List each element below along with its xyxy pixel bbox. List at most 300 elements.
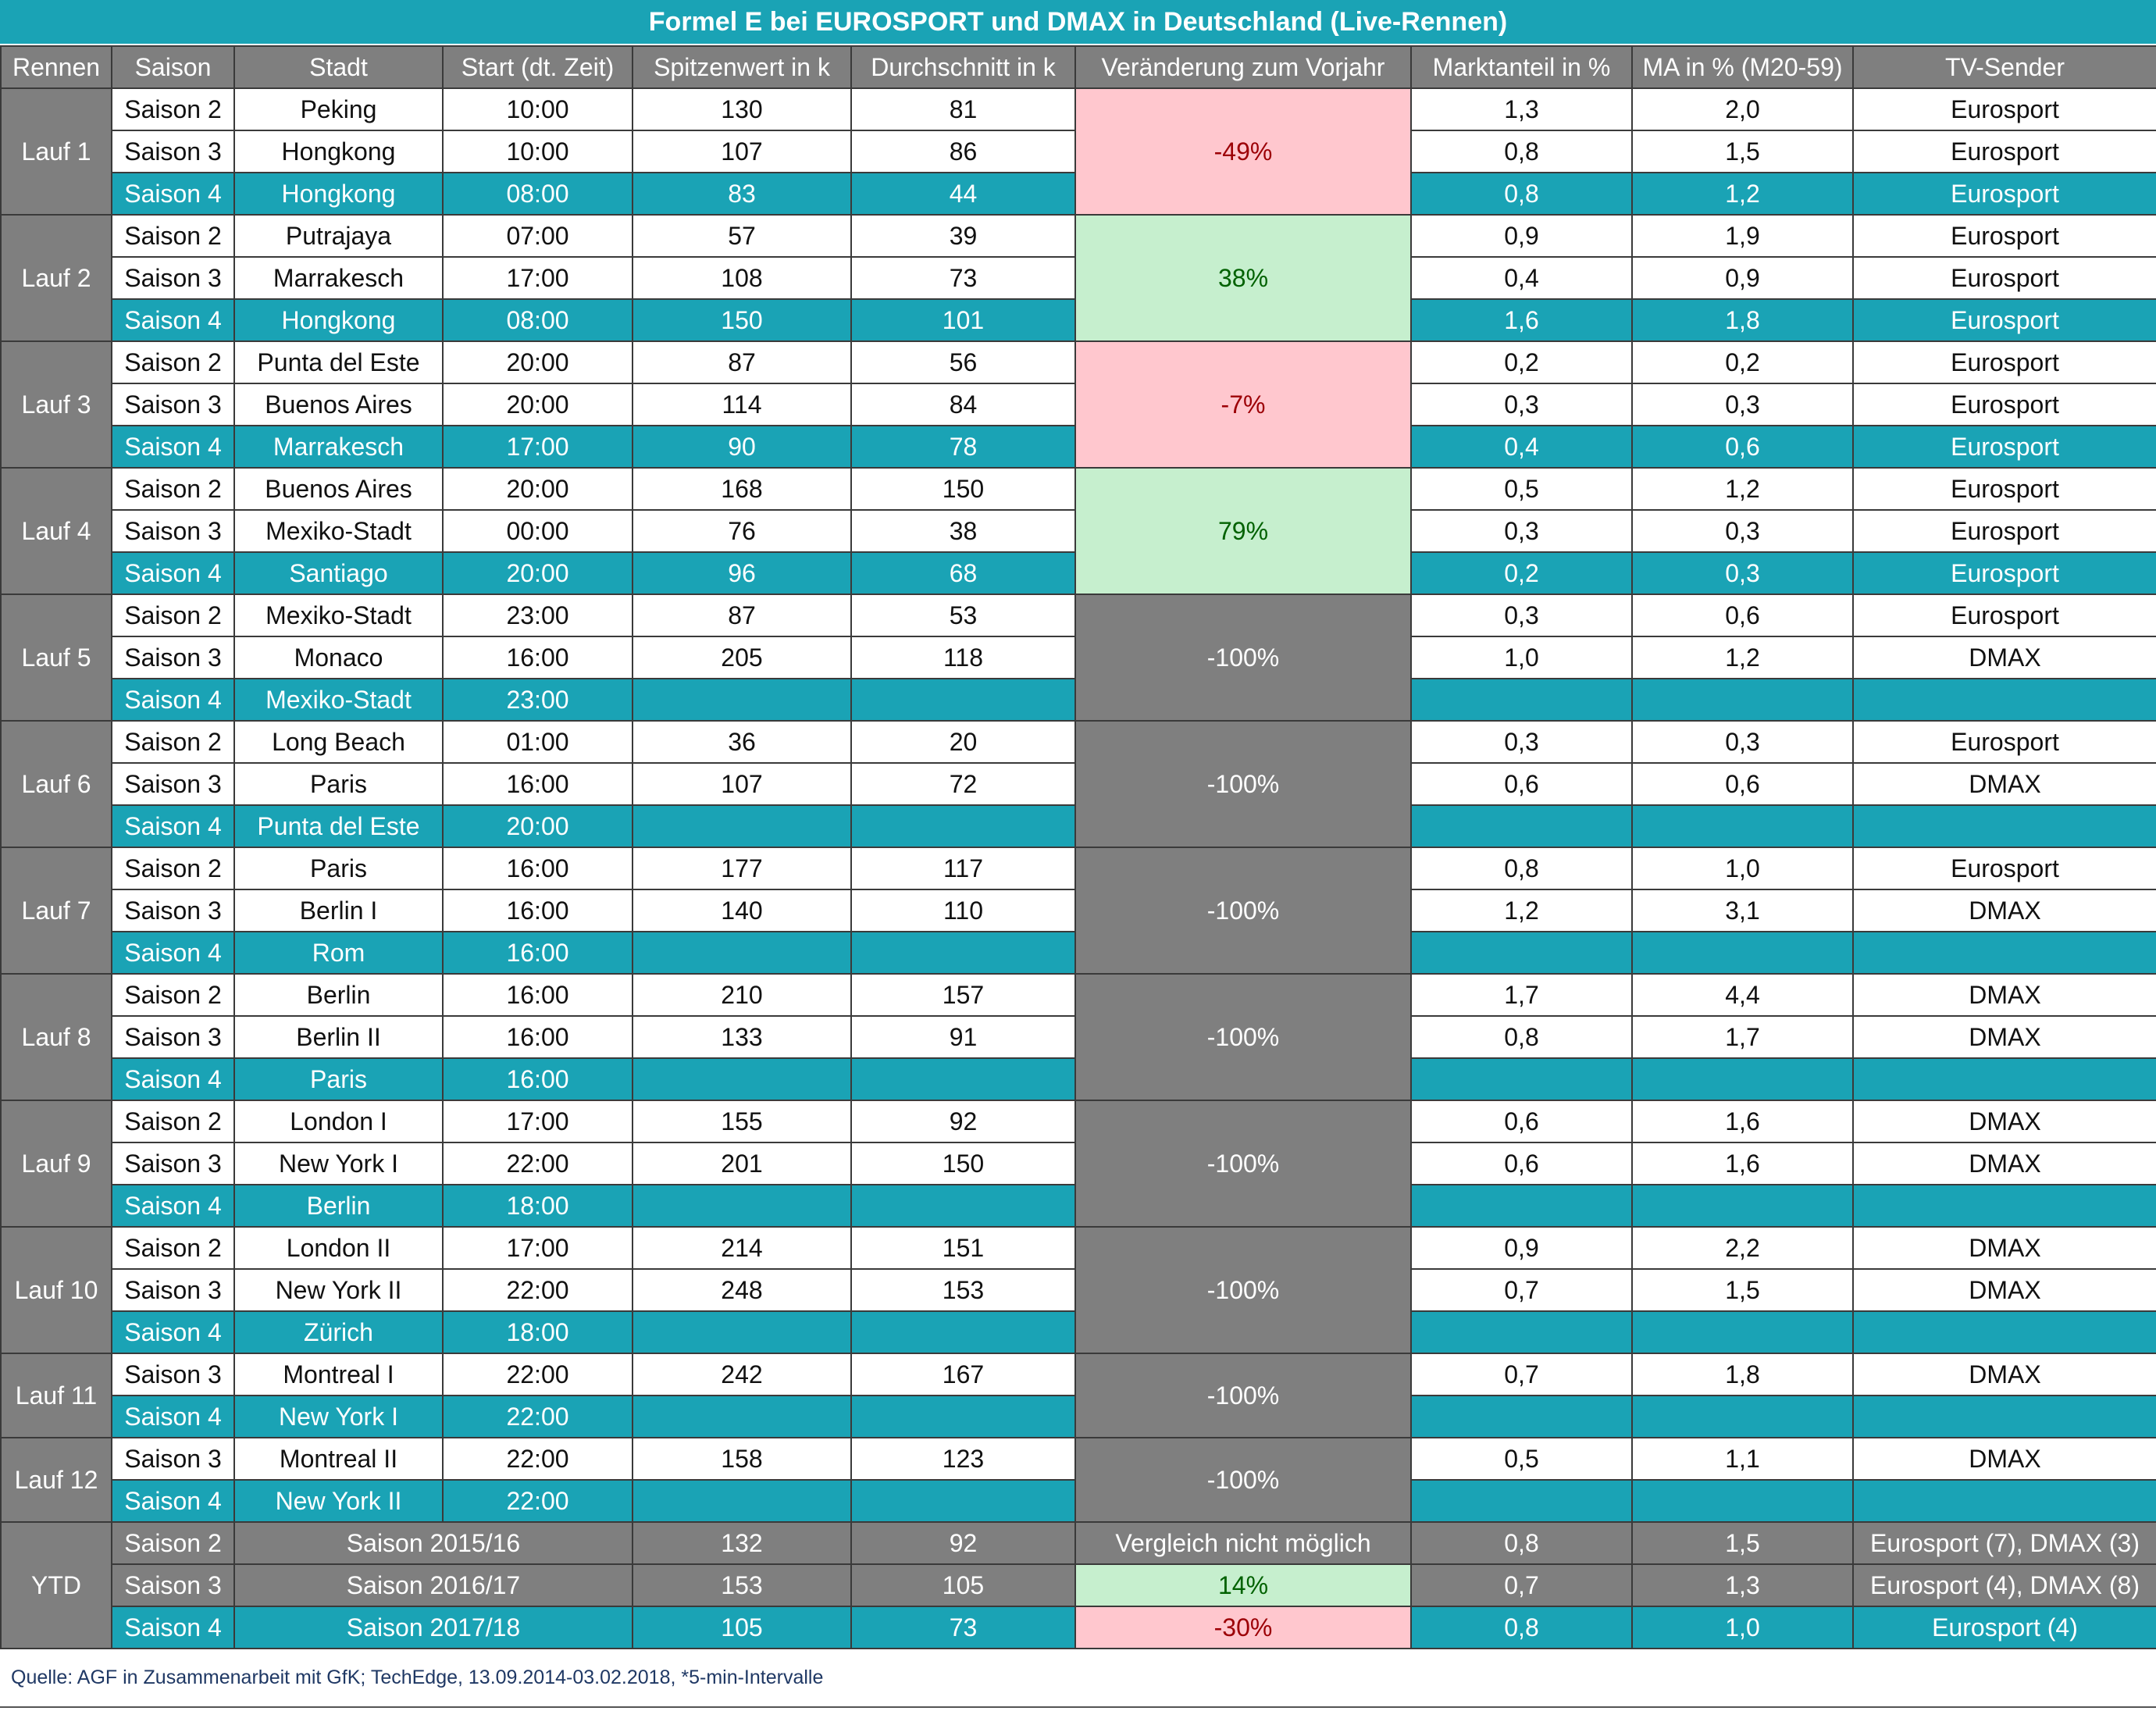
market-share-cell: 0,5	[1411, 468, 1632, 510]
average-cell: 157	[851, 974, 1075, 1016]
season-cell: Saison 4	[112, 173, 234, 215]
tv-channel-cell: DMAX	[1853, 636, 2156, 679]
season-cell: Saison 4	[112, 1480, 234, 1522]
tv-channel-cell: DMAX	[1853, 1353, 2156, 1396]
change-cell: -100%	[1075, 594, 1411, 721]
peak-cell: 57	[633, 215, 851, 257]
average-cell: 86	[851, 130, 1075, 173]
tv-channel-cell: Eurosport (4)	[1853, 1606, 2156, 1649]
market-share-cell: 0,7	[1411, 1269, 1632, 1311]
peak-cell	[633, 805, 851, 847]
tv-channel-cell: Eurosport	[1853, 721, 2156, 763]
market-share-m20-59-cell: 1,3	[1632, 1564, 1853, 1606]
season-cell: Saison 4	[112, 299, 234, 341]
market-share-cell: 0,3	[1411, 383, 1632, 426]
peak-cell	[633, 1058, 851, 1100]
column-header: Saison	[112, 46, 234, 88]
city-cell: Montreal I	[234, 1353, 443, 1396]
average-cell: 101	[851, 299, 1075, 341]
tv-channel-cell: Eurosport	[1853, 215, 2156, 257]
average-cell: 91	[851, 1016, 1075, 1058]
city-cell: London I	[234, 1100, 443, 1142]
average-cell	[851, 1480, 1075, 1522]
city-cell: New York II	[234, 1480, 443, 1522]
peak-cell: 130	[633, 88, 851, 130]
market-share-m20-59-cell: 1,7	[1632, 1016, 1853, 1058]
season-cell: Saison 4	[112, 1606, 234, 1649]
season-cell: Saison 3	[112, 1353, 234, 1396]
market-share-m20-59-cell: 1,5	[1632, 130, 1853, 173]
market-share-m20-59-cell: 1,8	[1632, 1353, 1853, 1396]
table-row	[1, 215, 2156, 257]
change-cell: -100%	[1075, 721, 1411, 847]
market-share-cell: 0,8	[1411, 1016, 1632, 1058]
market-share-m20-59-cell: 1,9	[1632, 215, 1853, 257]
table-row	[1, 594, 2156, 636]
market-share-m20-59-cell: 0,6	[1632, 594, 1853, 636]
column-header: TV-Sender	[1853, 46, 2156, 88]
season-cell: Saison 2	[112, 341, 234, 383]
peak-cell: 105	[633, 1606, 851, 1649]
city-cell: London II	[234, 1227, 443, 1269]
market-share-m20-59-cell	[1632, 1311, 1853, 1353]
season-cell: Saison 2	[112, 847, 234, 889]
peak-cell: 114	[633, 383, 851, 426]
table-row	[1, 1353, 2156, 1396]
average-cell: 68	[851, 552, 1075, 594]
peak-cell: 168	[633, 468, 851, 510]
market-share-m20-59-cell	[1632, 1396, 1853, 1438]
start-time-cell: 22:00	[443, 1142, 633, 1185]
city-cell: Berlin	[234, 1185, 443, 1227]
start-time-cell: 22:00	[443, 1438, 633, 1480]
tv-channel-cell: Eurosport (4), DMAX (8)	[1853, 1564, 2156, 1606]
tv-channel-cell: Eurosport	[1853, 468, 2156, 510]
market-share-cell	[1411, 932, 1632, 974]
market-share-cell: 1,3	[1411, 88, 1632, 130]
average-cell	[851, 1311, 1075, 1353]
market-share-cell	[1411, 679, 1632, 721]
season-cell: Saison 4	[112, 552, 234, 594]
season-cell: Saison 2	[112, 594, 234, 636]
market-share-cell: 1,7	[1411, 974, 1632, 1016]
season-cell: Saison 4	[112, 426, 234, 468]
season-cell: Saison 2	[112, 974, 234, 1016]
table-row	[1, 847, 2156, 889]
average-cell: 73	[851, 1606, 1075, 1649]
city-cell: Paris	[234, 847, 443, 889]
header-row	[1, 46, 2156, 88]
market-share-m20-59-cell: 1,8	[1632, 299, 1853, 341]
start-time-cell: 23:00	[443, 679, 633, 721]
city-cell: Long Beach	[234, 721, 443, 763]
race-label: Lauf 11	[1, 1353, 112, 1438]
market-share-cell	[1411, 1311, 1632, 1353]
ytd-row	[1, 1522, 2156, 1564]
change-cell: -7%	[1075, 341, 1411, 468]
column-header: Marktanteil in %	[1411, 46, 1632, 88]
market-share-cell: 0,4	[1411, 426, 1632, 468]
tv-channel-cell: DMAX	[1853, 974, 2156, 1016]
average-cell: 92	[851, 1100, 1075, 1142]
start-time-cell: 22:00	[443, 1396, 633, 1438]
market-share-cell: 0,8	[1411, 1606, 1632, 1649]
market-share-cell: 0,2	[1411, 552, 1632, 594]
season-cell: Saison 2	[112, 215, 234, 257]
city-cell: Paris	[234, 763, 443, 805]
tv-channel-cell: DMAX	[1853, 1269, 2156, 1311]
start-time-cell: 08:00	[443, 299, 633, 341]
start-time-cell: 16:00	[443, 889, 633, 932]
start-time-cell: 16:00	[443, 763, 633, 805]
average-cell: 110	[851, 889, 1075, 932]
market-share-m20-59-cell: 0,3	[1632, 383, 1853, 426]
city-cell: Marrakesch	[234, 426, 443, 468]
market-share-m20-59-cell: 1,2	[1632, 173, 1853, 215]
tv-channel-cell: Eurosport	[1853, 383, 2156, 426]
change-cell: -30%	[1075, 1606, 1411, 1649]
season-cell: Saison 4	[112, 679, 234, 721]
average-cell: 151	[851, 1227, 1075, 1269]
market-share-cell	[1411, 805, 1632, 847]
market-share-cell: 0,6	[1411, 1100, 1632, 1142]
average-cell	[851, 1185, 1075, 1227]
footer-divider	[0, 1706, 2156, 1708]
start-time-cell: 22:00	[443, 1353, 633, 1396]
peak-cell: 87	[633, 341, 851, 383]
start-time-cell: 08:00	[443, 173, 633, 215]
footer	[0, 1649, 2156, 1711]
average-cell: 153	[851, 1269, 1075, 1311]
market-share-cell: 0,6	[1411, 763, 1632, 805]
peak-cell: 36	[633, 721, 851, 763]
average-cell: 39	[851, 215, 1075, 257]
change-cell: -100%	[1075, 1438, 1411, 1522]
column-header: Durchschnitt in k	[851, 46, 1075, 88]
column-header: Spitzenwert in k	[633, 46, 851, 88]
market-share-m20-59-cell	[1632, 805, 1853, 847]
market-share-cell	[1411, 1058, 1632, 1100]
season-cell: Saison 3	[112, 130, 234, 173]
tv-channel-cell: Eurosport	[1853, 510, 2156, 552]
peak-cell: 248	[633, 1269, 851, 1311]
table-row	[1, 468, 2156, 510]
change-cell: -100%	[1075, 1353, 1411, 1438]
market-share-m20-59-cell: 1,5	[1632, 1269, 1853, 1311]
season-cell: Saison 3	[112, 889, 234, 932]
city-cell: New York II	[234, 1269, 443, 1311]
source-note: Quelle: AGF in Zusammenarbeit mit GfK; TechEdge, 13.09.2014-03.02.2018, *5-min-Intervalle	[11, 1666, 824, 1688]
average-cell: 167	[851, 1353, 1075, 1396]
season-cell: Saison 3	[112, 383, 234, 426]
city-cell: Paris	[234, 1058, 443, 1100]
table-row	[1, 721, 2156, 763]
city-cell: Berlin I	[234, 889, 443, 932]
start-time-cell: 16:00	[443, 932, 633, 974]
change-cell: -100%	[1075, 847, 1411, 974]
race-label: Lauf 2	[1, 215, 112, 341]
peak-cell	[633, 679, 851, 721]
start-time-cell: 16:00	[443, 1058, 633, 1100]
peak-cell: 132	[633, 1522, 851, 1564]
start-time-cell: 20:00	[443, 383, 633, 426]
tv-channel-cell	[1853, 932, 2156, 974]
race-label: Lauf 3	[1, 341, 112, 468]
season-cell: Saison 4	[112, 1185, 234, 1227]
average-cell: 20	[851, 721, 1075, 763]
city-cell: Rom	[234, 932, 443, 974]
peak-cell: 150	[633, 299, 851, 341]
season-cell: Saison 3	[112, 1269, 234, 1311]
ratings-table	[0, 45, 2156, 1649]
market-share-m20-59-cell: 0,3	[1632, 721, 1853, 763]
market-share-m20-59-cell: 2,2	[1632, 1227, 1853, 1269]
table-row	[1, 1438, 2156, 1480]
market-share-m20-59-cell: 1,5	[1632, 1522, 1853, 1564]
ytd-label: YTD	[1, 1522, 112, 1649]
average-cell	[851, 679, 1075, 721]
market-share-m20-59-cell	[1632, 1480, 1853, 1522]
season-cell: Saison 3	[112, 1016, 234, 1058]
table-row	[1, 974, 2156, 1016]
column-header: Rennen	[1, 46, 112, 88]
race-label: Lauf 8	[1, 974, 112, 1100]
ytd-row	[1, 1564, 2156, 1606]
market-share-m20-59-cell	[1632, 1058, 1853, 1100]
tv-channel-cell: Eurosport	[1853, 847, 2156, 889]
market-share-cell: 0,8	[1411, 847, 1632, 889]
city-cell: Punta del Este	[234, 805, 443, 847]
average-cell: 53	[851, 594, 1075, 636]
change-cell: -100%	[1075, 1100, 1411, 1227]
tv-channel-cell	[1853, 805, 2156, 847]
city-cell: New York I	[234, 1396, 443, 1438]
city-cell: Hongkong	[234, 130, 443, 173]
peak-cell: 90	[633, 426, 851, 468]
start-time-cell: 07:00	[443, 215, 633, 257]
table-row	[1, 1227, 2156, 1269]
start-time-cell: 17:00	[443, 1227, 633, 1269]
market-share-m20-59-cell: 0,9	[1632, 257, 1853, 299]
market-share-cell: 1,0	[1411, 636, 1632, 679]
tv-channel-cell: DMAX	[1853, 1227, 2156, 1269]
season-cell: Saison 3	[112, 1142, 234, 1185]
market-share-cell: 0,6	[1411, 1142, 1632, 1185]
race-label: Lauf 7	[1, 847, 112, 974]
city-cell: Zürich	[234, 1311, 443, 1353]
tv-channel-cell	[1853, 1058, 2156, 1100]
market-share-cell: 0,3	[1411, 510, 1632, 552]
average-cell	[851, 805, 1075, 847]
tv-channel-cell: DMAX	[1853, 1438, 2156, 1480]
change-cell: -100%	[1075, 1227, 1411, 1353]
market-share-m20-59-cell	[1632, 1185, 1853, 1227]
peak-cell	[633, 1480, 851, 1522]
market-share-m20-59-cell: 1,0	[1632, 847, 1853, 889]
average-cell: 105	[851, 1564, 1075, 1606]
city-cell: Hongkong	[234, 173, 443, 215]
tv-channel-cell: DMAX	[1853, 889, 2156, 932]
season-cell: Saison 2	[112, 468, 234, 510]
market-share-m20-59-cell: 0,3	[1632, 510, 1853, 552]
start-time-cell: 17:00	[443, 426, 633, 468]
market-share-cell: 0,8	[1411, 173, 1632, 215]
city-cell: Monaco	[234, 636, 443, 679]
season-cell: Saison 3	[112, 1438, 234, 1480]
tv-channel-cell: Eurosport	[1853, 130, 2156, 173]
tv-channel-cell	[1853, 1311, 2156, 1353]
market-share-cell	[1411, 1396, 1632, 1438]
start-time-cell: 16:00	[443, 1016, 633, 1058]
season-cell: Saison 2	[112, 1522, 234, 1564]
city-cell: Santiago	[234, 552, 443, 594]
start-time-cell: 20:00	[443, 552, 633, 594]
average-cell: 72	[851, 763, 1075, 805]
start-time-cell: 17:00	[443, 257, 633, 299]
race-label: Lauf 6	[1, 721, 112, 847]
market-share-m20-59-cell	[1632, 679, 1853, 721]
market-share-cell	[1411, 1480, 1632, 1522]
season-cell: Saison 3	[112, 257, 234, 299]
peak-cell	[633, 1396, 851, 1438]
market-share-m20-59-cell: 0,3	[1632, 552, 1853, 594]
change-cell: 38%	[1075, 215, 1411, 341]
start-time-cell: 16:00	[443, 847, 633, 889]
season-period-cell: Saison 2016/17	[234, 1564, 633, 1606]
season-cell: Saison 3	[112, 636, 234, 679]
city-cell: Peking	[234, 88, 443, 130]
city-cell: Mexiko-Stadt	[234, 594, 443, 636]
average-cell: 117	[851, 847, 1075, 889]
city-cell: Montreal II	[234, 1438, 443, 1480]
change-cell: -49%	[1075, 88, 1411, 215]
change-cell: Vergleich nicht möglich	[1075, 1522, 1411, 1564]
market-share-m20-59-cell: 1,6	[1632, 1142, 1853, 1185]
peak-cell: 177	[633, 847, 851, 889]
race-label: Lauf 4	[1, 468, 112, 594]
peak-cell: 155	[633, 1100, 851, 1142]
column-header: MA in % (M20-59)	[1632, 46, 1853, 88]
table-row	[1, 1100, 2156, 1142]
average-cell: 92	[851, 1522, 1075, 1564]
tv-channel-cell: Eurosport	[1853, 257, 2156, 299]
market-share-m20-59-cell: 1,0	[1632, 1606, 1853, 1649]
market-share-cell: 1,2	[1411, 889, 1632, 932]
tv-channel-cell	[1853, 679, 2156, 721]
start-time-cell: 17:00	[443, 1100, 633, 1142]
season-cell: Saison 2	[112, 88, 234, 130]
market-share-cell: 0,2	[1411, 341, 1632, 383]
start-time-cell: 20:00	[443, 468, 633, 510]
market-share-cell: 0,8	[1411, 130, 1632, 173]
city-cell: Berlin	[234, 974, 443, 1016]
start-time-cell: 20:00	[443, 341, 633, 383]
start-time-cell: 23:00	[443, 594, 633, 636]
average-cell: 78	[851, 426, 1075, 468]
tv-channel-cell: DMAX	[1853, 1142, 2156, 1185]
peak-cell: 205	[633, 636, 851, 679]
season-cell: Saison 4	[112, 1396, 234, 1438]
start-time-cell: 20:00	[443, 805, 633, 847]
market-share-cell: 0,3	[1411, 594, 1632, 636]
average-cell: 123	[851, 1438, 1075, 1480]
peak-cell	[633, 1185, 851, 1227]
tv-channel-cell: Eurosport	[1853, 88, 2156, 130]
start-time-cell: 16:00	[443, 974, 633, 1016]
season-cell: Saison 3	[112, 1564, 234, 1606]
start-time-cell: 22:00	[443, 1480, 633, 1522]
city-cell: Mexiko-Stadt	[234, 679, 443, 721]
average-cell: 150	[851, 468, 1075, 510]
average-cell: 118	[851, 636, 1075, 679]
market-share-m20-59-cell: 1,1	[1632, 1438, 1853, 1480]
start-time-cell: 10:00	[443, 88, 633, 130]
race-label: Lauf 9	[1, 1100, 112, 1227]
market-share-cell: 1,6	[1411, 299, 1632, 341]
race-label: Lauf 12	[1, 1438, 112, 1522]
peak-cell: 153	[633, 1564, 851, 1606]
average-cell: 44	[851, 173, 1075, 215]
change-cell: 79%	[1075, 468, 1411, 594]
average-cell	[851, 932, 1075, 974]
tv-channel-cell: Eurosport (7), DMAX (3)	[1853, 1522, 2156, 1564]
market-share-cell: 0,7	[1411, 1353, 1632, 1396]
change-cell: -100%	[1075, 974, 1411, 1100]
peak-cell: 108	[633, 257, 851, 299]
ytd-row	[1, 1606, 2156, 1649]
tv-channel-cell: DMAX	[1853, 1016, 2156, 1058]
season-cell: Saison 2	[112, 721, 234, 763]
peak-cell: 133	[633, 1016, 851, 1058]
city-cell: Berlin II	[234, 1016, 443, 1058]
tv-channel-cell: DMAX	[1853, 1100, 2156, 1142]
market-share-cell: 0,5	[1411, 1438, 1632, 1480]
start-time-cell: 00:00	[443, 510, 633, 552]
tv-channel-cell	[1853, 1185, 2156, 1227]
market-share-cell: 0,7	[1411, 1564, 1632, 1606]
peak-cell: 87	[633, 594, 851, 636]
race-label: Lauf 1	[1, 88, 112, 215]
start-time-cell: 18:00	[443, 1311, 633, 1353]
average-cell: 81	[851, 88, 1075, 130]
peak-cell: 201	[633, 1142, 851, 1185]
column-header: Stadt	[234, 46, 443, 88]
season-period-cell: Saison 2015/16	[234, 1522, 633, 1564]
market-share-cell: 0,8	[1411, 1522, 1632, 1564]
start-time-cell: 16:00	[443, 636, 633, 679]
market-share-m20-59-cell: 0,6	[1632, 763, 1853, 805]
peak-cell	[633, 932, 851, 974]
market-share-cell: 0,4	[1411, 257, 1632, 299]
city-cell: Buenos Aires	[234, 468, 443, 510]
tv-channel-cell: Eurosport	[1853, 299, 2156, 341]
peak-cell: 158	[633, 1438, 851, 1480]
market-share-m20-59-cell: 2,0	[1632, 88, 1853, 130]
peak-cell: 210	[633, 974, 851, 1016]
average-cell: 150	[851, 1142, 1075, 1185]
market-share-m20-59-cell: 4,4	[1632, 974, 1853, 1016]
market-share-cell	[1411, 1185, 1632, 1227]
peak-cell: 214	[633, 1227, 851, 1269]
tv-channel-cell	[1853, 1396, 2156, 1438]
start-time-cell: 18:00	[443, 1185, 633, 1227]
peak-cell: 107	[633, 763, 851, 805]
market-share-cell: 0,3	[1411, 721, 1632, 763]
city-cell: Buenos Aires	[234, 383, 443, 426]
start-time-cell: 01:00	[443, 721, 633, 763]
change-cell: 14%	[1075, 1564, 1411, 1606]
peak-cell: 107	[633, 130, 851, 173]
